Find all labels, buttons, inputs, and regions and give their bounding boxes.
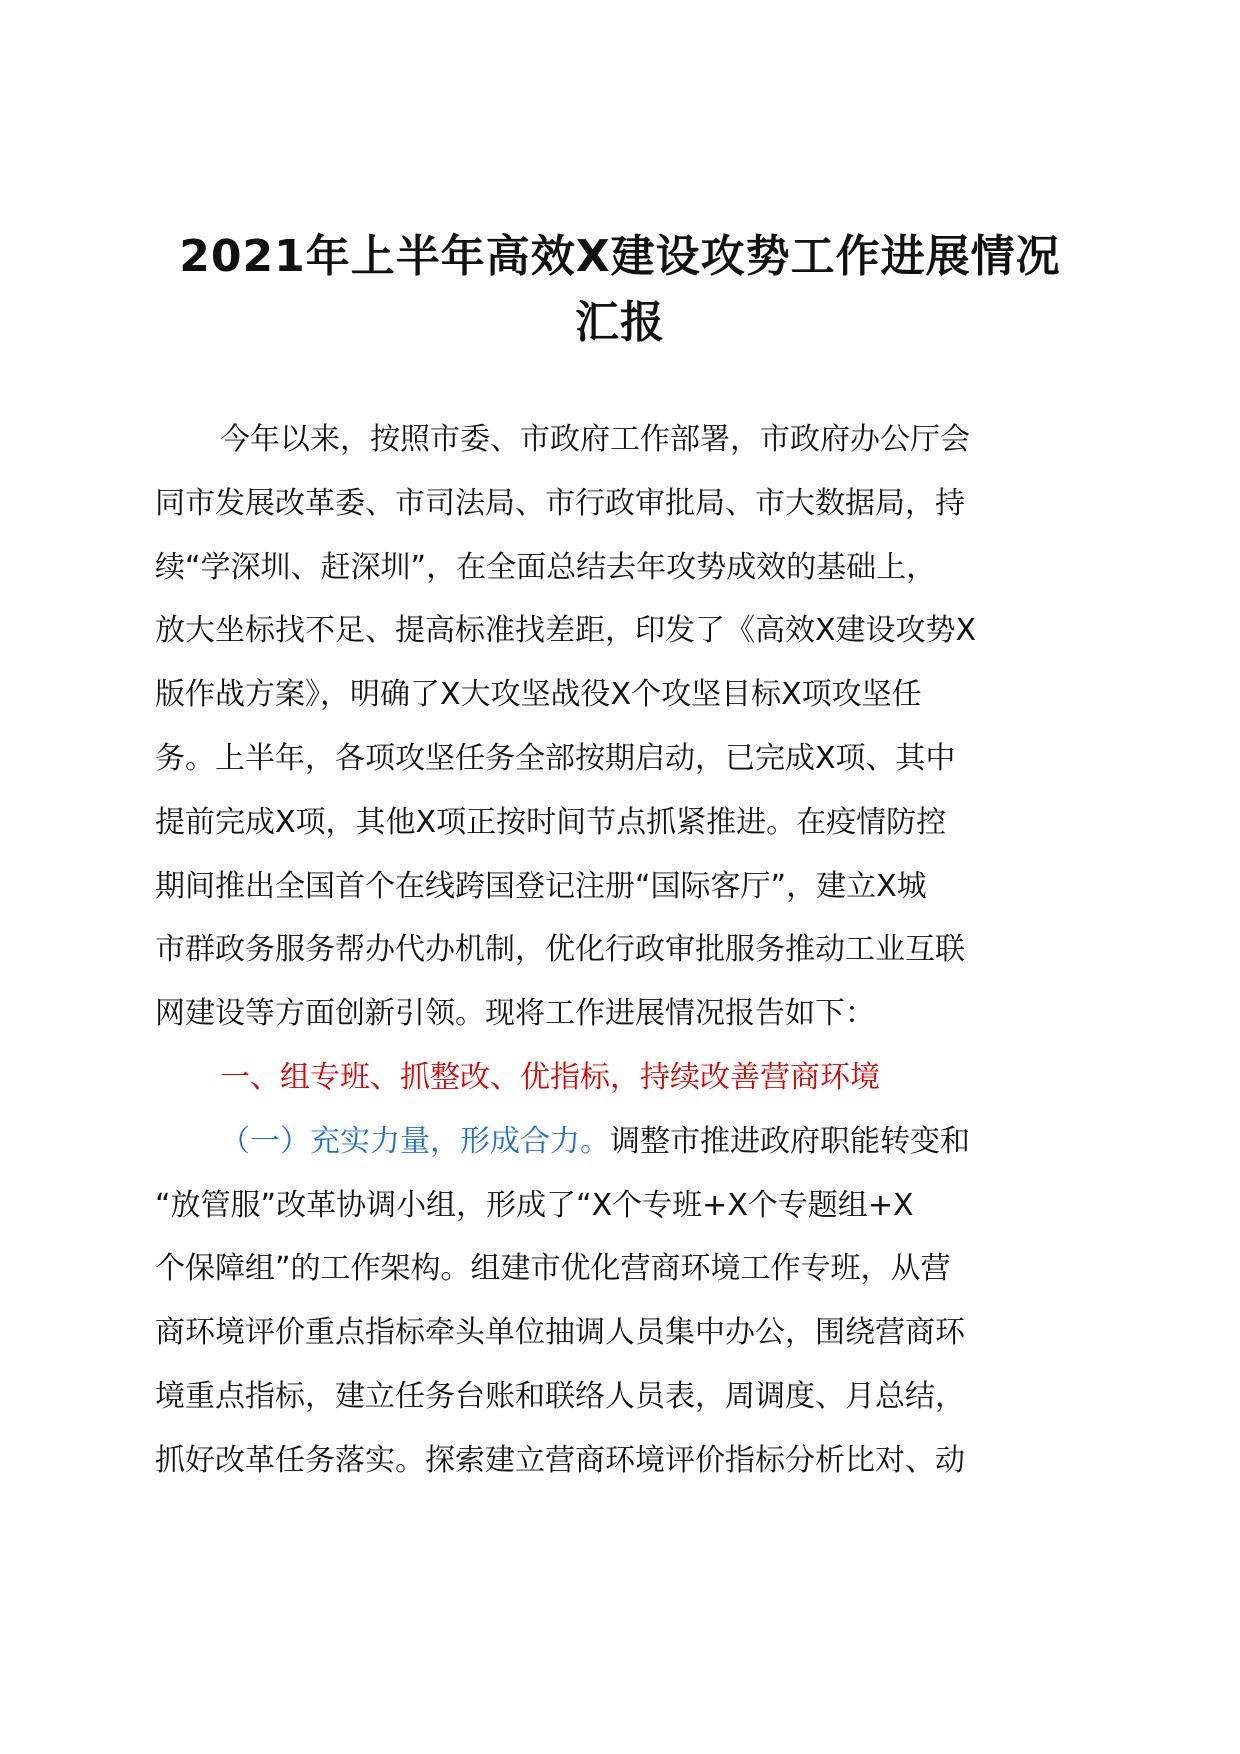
subsection-1-line: 商环境评价重点指标牵头单位抽调人员集中办公，围绕营商环 (155, 1315, 965, 1351)
intro-line: 同市发展改革委、市司法局、市行政审批局、市大数据局，持 (155, 485, 965, 521)
intro-line: 放大坐标找不足、提高标准找差距，印发了《高效X建设攻势X (155, 613, 977, 649)
intro-line: 市群政务服务帮办代办机制，优化行政审批服务推动工业互联 (155, 932, 965, 968)
subsection-1-line: “放管服”改革协调小组，形成了“X个专班+X个专题组+X (155, 1187, 914, 1223)
intro-line: 提前完成X项，其他X项正按时间节点抓紧推进。在疫情防控 (155, 804, 947, 840)
document-body (155, 408, 1095, 1493)
subsection-1-first-line-text: 调整市推进政府职能转变和 (610, 1123, 970, 1159)
intro-line: 期间推出全国首个在线跨国登记注册“国际客厅”，建立X城 (155, 868, 927, 904)
intro-line: 网建设等方面创新引领。现将工作进展情况报告如下： (155, 996, 875, 1032)
intro-line: 务。上半年，各项攻坚任务全部按期启动，已完成X项、其中 (155, 740, 956, 776)
intro-line: 版作战方案》，明确了X大攻坚战役X个攻坚目标X项攻坚任 (155, 677, 922, 713)
section-1-heading: 一、组专班、抓整改、优指标，持续改善营商环境 (220, 1059, 880, 1095)
subsection-1-line: 境重点指标，建立任务台账和联络人员表，周调度、月总结， (155, 1378, 965, 1414)
intro-line: 续“学深圳、赶深圳”，在全面总结去年攻势成效的基础上， (155, 549, 937, 585)
document-title-line-1: 2021年上半年高效X建设攻势工作进展情况 (179, 231, 1061, 282)
subsection-1-first-line (155, 1110, 1095, 1174)
subsection-1-line: 抓好改革任务落实。探索建立营商环境评价指标分析比对、动 (155, 1442, 965, 1478)
subsection-1-heading: （一）充实力量，形成合力。 (220, 1123, 610, 1159)
document-title-line-2: 汇报 (575, 297, 665, 348)
intro-line: 今年以来，按照市委、市政府工作部署，市政府办公厅会 (220, 422, 970, 457)
subsection-1-line: 个保障组”的工作架构。组建市优化营商环境工作专班，从营 (155, 1251, 951, 1287)
